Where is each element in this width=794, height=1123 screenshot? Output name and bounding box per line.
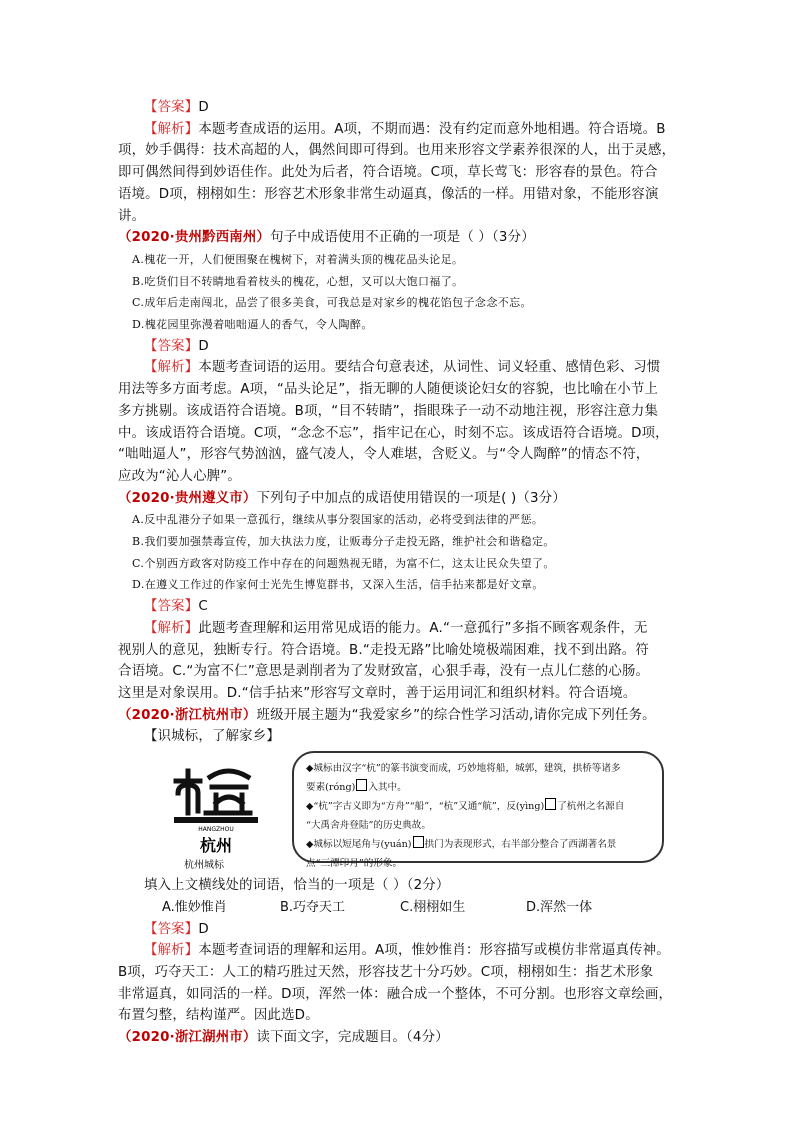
question-stem	[118, 227, 678, 249]
box-line: ◆“杭”字古义即为“方舟”“船”，“杭”又通“航”，反(yìng) 了杭州之名源自	[306, 797, 652, 816]
analysis-line: 语境。D项，栩栩如生：形容艺术形象非常生动逼真，像活的一样。用错对象，不能形容演	[118, 186, 659, 202]
answer-label: 【答案】	[144, 338, 199, 354]
option-c: C.栩栩如生	[400, 899, 466, 915]
analysis-line: 应改为“沁人心脾”。	[118, 468, 241, 484]
analysis-label: 【解析】	[144, 121, 199, 137]
answer-value: D	[198, 338, 209, 354]
answer-line	[118, 919, 678, 941]
analysis-label: 【解析】	[144, 360, 199, 376]
analysis-line	[118, 940, 678, 962]
answer-value: D	[198, 921, 209, 937]
question-source: （2020·贵州遵义市）	[118, 490, 257, 506]
blank-box	[413, 836, 424, 848]
question-source: （2020·浙江杭州市）	[118, 707, 257, 723]
analysis-text: 此题考查理解和运用常见成语的能力。A.“一意孤行”多指不顾客观条件，无	[198, 620, 648, 636]
analysis-line: “咄咄逼人”，形容气势汹汹，盛气凌人，令人难堪，含贬义。与“令人陶醉”的情态不符，	[118, 447, 650, 463]
question-option: C.个别西方政客对防疫工作中存在的问题熟视无睹，为富不仁，这太让民众失望了。	[132, 556, 555, 570]
analysis-line: B项，巧夺天工：人工的精巧胜过天然，形容技艺十分巧妙。C项，栩栩如生：指艺术形象	[118, 964, 654, 980]
question-option: B.我们要加强禁毒宣传，加大执法力度，让贩毒分子走投无路，维护社会和谐稳定。	[132, 535, 555, 549]
answer-line	[118, 596, 678, 618]
analysis-line: 多方挑剔。该成语符合语境。B项，“目不转睛”，指眼珠子一动不动地注视，形容注意力集	[118, 403, 659, 419]
question-text: 班级开展主题为“我爱家乡”的综合性学习活动,请你完成下列任务。	[256, 707, 656, 723]
answer-value: C	[198, 599, 208, 615]
option-row	[118, 897, 678, 919]
document-page	[118, 97, 678, 1049]
question-option: D.在遵义工作过的作家何士光先生博览群书，又深入生活，信手拈来都是好文章。	[132, 578, 544, 592]
analysis-text: 本题考查成语的运用。A项，不期而遇：没有约定而意外地相遇。符合语境。B	[198, 121, 666, 137]
question-text: 下列句子中加点的成语使用错误的一项是( )（3分）	[256, 490, 566, 506]
analysis-line: 这里是对象误用。D.“信手拈来”形容写文章时，善于运用词汇和组织材料。符合语境。	[118, 685, 637, 701]
hangzhou-logo	[154, 751, 282, 871]
option-d: D.浑然一体	[526, 899, 593, 915]
question-option: A.反中乱港分子如果一意孤行，继续从事分裂国家的活动，必将受到法律的严惩。	[132, 513, 544, 527]
box-line: ◆城标以短尾角与(yuán) 拱门为表现形式，右半部分整合了西湖著名景	[306, 835, 652, 854]
question-text: 读下面文字，完成题目。（4分）	[256, 1030, 449, 1046]
blank-box	[356, 779, 367, 791]
analysis-text: 本题考查词语的理解和运用。A项，惟妙惟肖：形容描写或模仿非常逼真传神。	[198, 943, 670, 959]
analysis-line: 布置匀整，结构谨严。因此选D。	[118, 1008, 319, 1024]
option-b: B.巧夺天工	[280, 899, 346, 915]
task-heading: 【识城标，了解家乡】	[144, 729, 280, 745]
question-stem	[118, 1027, 678, 1049]
answer-label: 【答案】	[144, 100, 199, 115]
logo-description-box	[292, 751, 664, 870]
analysis-line: 即可偶然间得到妙语佳作。此处为后者，符合语境。C项，草长莺飞：形容春的景色。符合	[118, 165, 658, 181]
analysis-line: 非常逼真，如同活的一样。D项，浑然一体：融合成一个整体，不可分割。也形容文章绘画，	[118, 986, 673, 1002]
question-option: C.成年后走南闯北，品尝了很多美食，可我总是对家乡的槐花馅包子念念不忘。	[132, 296, 532, 310]
question-text: 句子中成语使用不正确的一项是（ ）（3分）	[270, 230, 535, 246]
answer-line	[118, 97, 678, 119]
answer-value: D	[198, 100, 209, 115]
question-option: D.槐花园里弥漫着咄咄逼人的香气，令人陶醉。	[132, 318, 373, 332]
answer-label: 【答案】	[144, 599, 199, 615]
analysis-line: 讲。	[118, 208, 146, 224]
box-line: “大禹舍舟登陆”的历史典故。	[306, 820, 431, 832]
question-option: A.槐花一开，人们便围聚在槐树下，对着满头顶的槐花品头论足。	[132, 252, 464, 266]
question-source: （2020·浙江湖州市）	[118, 1030, 257, 1046]
analysis-label: 【解析】	[144, 943, 199, 959]
question-text: 填入上文横线处的词语，恰当的一项是（ ）（2分）	[144, 878, 450, 894]
analysis-line: 中。该成语符合语境。C项，“念念不忘”，指牢记在心，时刻不忘。该成语符合语境。D项，	[118, 425, 669, 441]
analysis-label: 【解析】	[144, 620, 199, 636]
blank-box	[545, 798, 556, 810]
logo-caption: 杭州城标	[184, 860, 224, 872]
analysis-line	[118, 357, 678, 379]
analysis-line	[118, 119, 678, 141]
box-line: 点“三潭印月”的形象。	[306, 858, 403, 870]
city-logo-figure	[118, 751, 678, 871]
analysis-line: 项，妙手偶得：技术高超的人，偶然间即可得到。也用来形容文学素养很深的人，出于灵感，	[118, 143, 676, 159]
answer-label: 【答案】	[144, 921, 199, 937]
logo-pinyin: HANGZHOU	[198, 826, 234, 834]
analysis-text: 本题考查词语的运用。要结合句意表述，从词性、词义轻重、感情色彩、习惯	[198, 360, 661, 376]
answer-line	[118, 336, 678, 358]
analysis-line	[118, 618, 678, 640]
question-stem	[118, 488, 678, 510]
question-source: （2020·贵州黔西南州）	[118, 230, 271, 246]
question-stem	[118, 705, 678, 727]
question-option: B.吃货们目不转睛地看着枝头的槐花，心想，又可以大饱口福了。	[132, 274, 464, 288]
box-line: 要素(róng) 入其中。	[306, 778, 652, 797]
analysis-line: 视别人的意见，独断专行。符合语境。B.“走投无路”比喻处境极端困难，找不到出路。符	[118, 642, 649, 658]
analysis-line: 用法等多方面考虑。A项，“品头论足”，指无聊的人随便谈论妇女的容貌，也比喻在小节上	[118, 382, 659, 398]
hangzhou-logo-icon	[154, 751, 282, 871]
option-a: A.惟妙惟肖	[162, 899, 227, 915]
box-line: ◆城标由汉字“杭”的篆书演变而成，巧妙地将船，城郭，建筑，拱桥等诸多	[306, 763, 621, 775]
logo-name: 杭州	[199, 836, 233, 856]
analysis-line: 合语境。C.“为富不仁”意思是剥削者为了发财致富，心狠手毒，没有一点儿仁慈的心肠。	[118, 664, 650, 680]
